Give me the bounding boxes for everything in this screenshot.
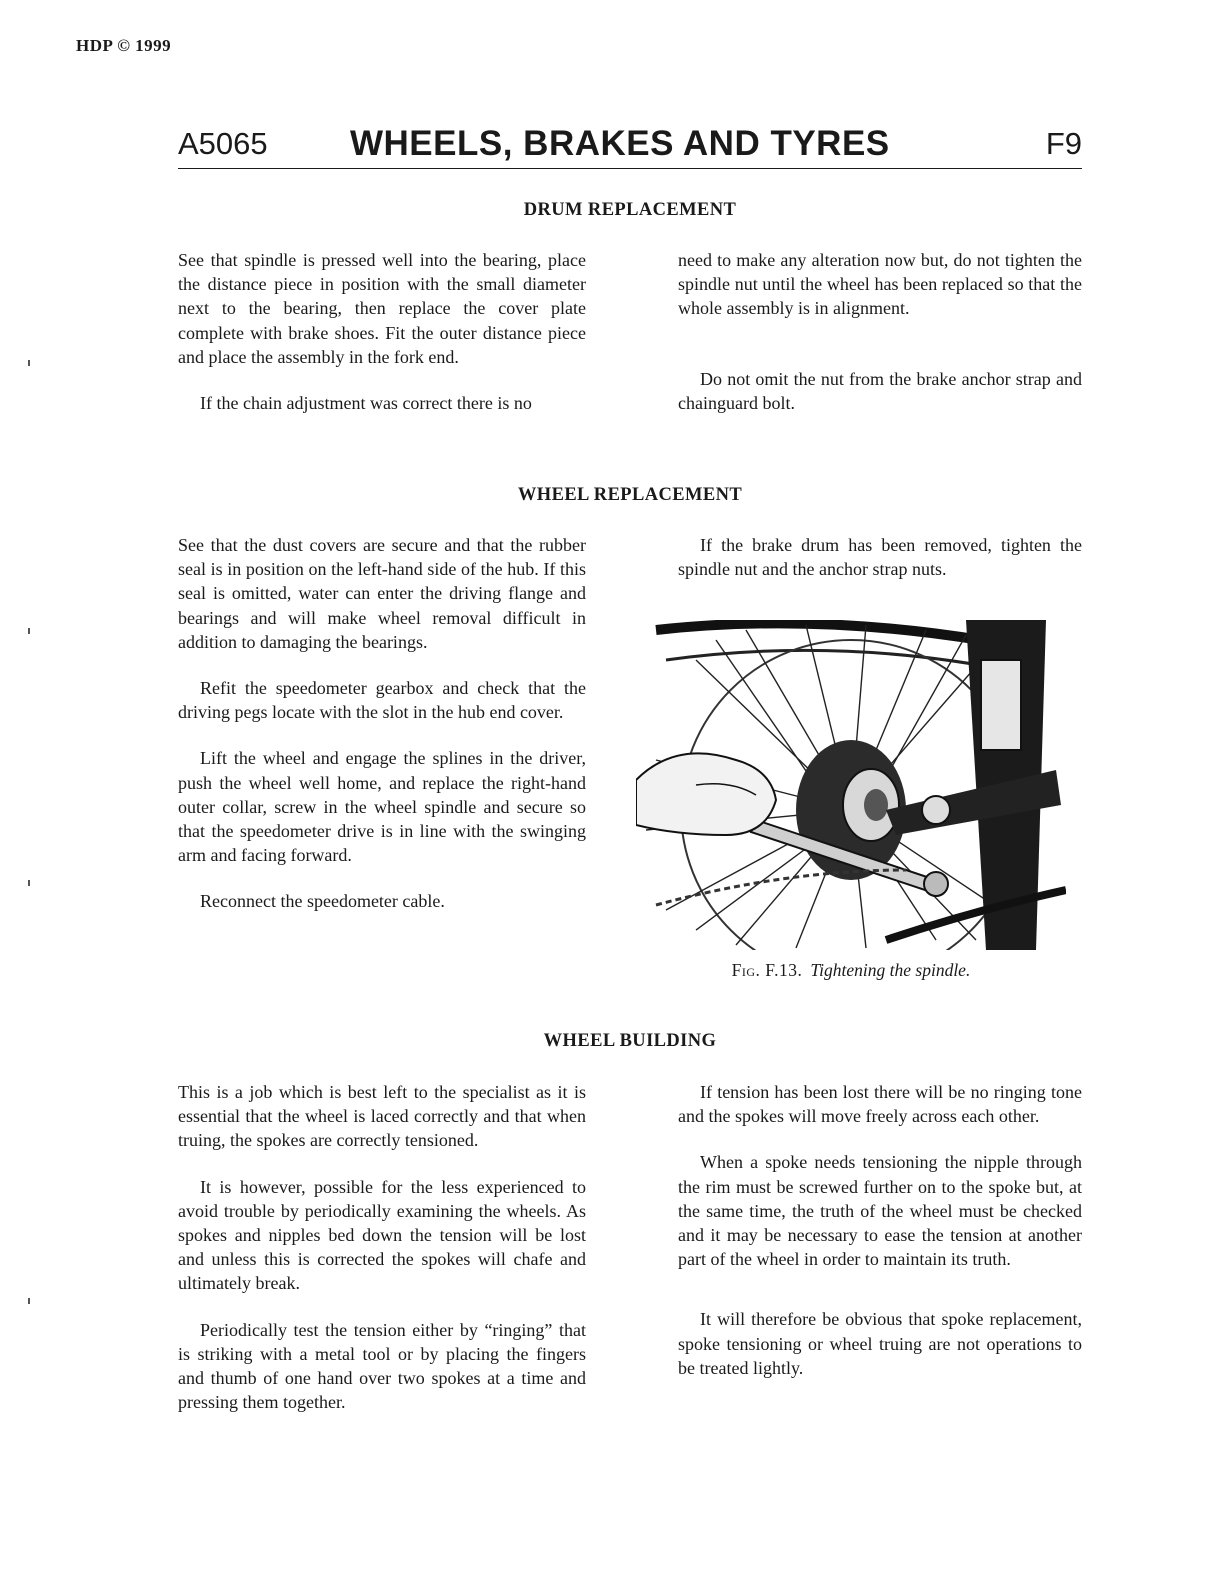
paragraph: Refit the speedometer gearbox and check that the driving pegs locate with the slot in the hub end cover.	[178, 678, 586, 723]
building-right-column	[678, 1080, 1082, 1380]
scan-mark	[28, 360, 30, 366]
paragraph: Reconnect the speedometer cable.	[200, 891, 445, 912]
paragraph: See that spindle is pressed well into the bearing, place the distance piece in position with the small diameter next to the bearing, then replace the cover plate complete with brake shoes. Fit the outer distance piece and place the assembly in the fork end.	[178, 250, 586, 367]
paragraph: See that the dust covers are secure and that the rubber seal is in position on the left-hand side of the hub. If this seal is omitted, water can enter the driving flange and bearings and will make wheel removal difficult in addition to damaging the bearings.	[178, 535, 586, 652]
paragraph: If the chain adjustment was correct there is no	[200, 393, 532, 414]
paragraph: Do not omit the nut from the brake anchor strap and chainguard bolt.	[678, 368, 1082, 413]
paragraph: This is a job which is best left to the specialist as it is essential that the wheel is laced correctly and that when truing, the spokes are correctly tensioned.	[178, 1082, 586, 1151]
paragraph: If tension has been lost there will be no ringing tone and the spokes will move freely across each other.	[678, 1082, 1082, 1127]
figure-wheel-spindle-photo	[636, 620, 1066, 950]
building-left-column	[178, 1080, 586, 1414]
section-title-drum-replacement: DRUM REPLACEMENT	[523, 200, 737, 220]
copyright-stamp: HDP © 1999	[76, 36, 172, 55]
paragraph: It will therefore be obvious that spoke replacement, spoke tensioning or wheel truing are not operations to be treated lightly.	[678, 1309, 1082, 1378]
figure-caption	[636, 960, 1066, 981]
paragraph: Periodically test the tension either by “ringing” that is striking with a metal tool or by placing the fingers and thumb of one hand over two spokes at a time and pressing them together.	[178, 1319, 586, 1413]
wheel-spindle-illustration	[636, 620, 1066, 950]
paragraph: If the brake drum has been removed, tighten the spindle nut and the anchor strap nuts.	[678, 535, 1082, 580]
section-title-wheel-replacement: WHEEL REPLACEMENT	[517, 485, 743, 505]
manual-code: A5065	[178, 126, 268, 161]
scan-mark	[28, 1298, 30, 1304]
page-number: F9	[1045, 126, 1082, 161]
paragraph: When a spoke needs tensioning the nipple through the rim must be screwed further on to the spoke but, at the same time, the truth of the wheel must be checked and it may be necessary to ease the tension at another part of the wheel in order to maintain its truth.	[678, 1152, 1082, 1270]
drum-right-column	[678, 248, 1082, 415]
drum-left-column	[178, 248, 586, 415]
scan-mark	[28, 628, 30, 634]
paragraph: need to make any alteration now but, do not tighten the spindle nut until the wheel has been replaced so that the whole assembly is in alignment.	[678, 250, 1082, 319]
scan-mark	[28, 880, 30, 886]
page-header	[178, 124, 1082, 169]
paragraph: Lift the wheel and engage the splines in the driver, push the wheel well home, and replace the right-hand outer collar, screw in the wheel spindle and secure so that the speedometer drive is in line with the swinging arm and facing forward.	[178, 748, 586, 866]
section-title-wheel-building: WHEEL BUILDING	[543, 1031, 717, 1051]
figure-label: Fig. F.13.	[731, 960, 803, 980]
wheel-right-column	[678, 533, 1082, 581]
paragraph: It is however, possible for the less experienced to avoid trouble by periodically examining the wheels. As spokes and nipples bed down the tension will be lost and unless this is corrected the spokes will chafe and ultimately break.	[178, 1176, 586, 1294]
page-title: WHEELS, BRAKES AND TYRES	[350, 124, 890, 163]
wheel-left-column	[178, 533, 586, 914]
figure-caption-text: Tightening the spindle.	[810, 960, 971, 980]
